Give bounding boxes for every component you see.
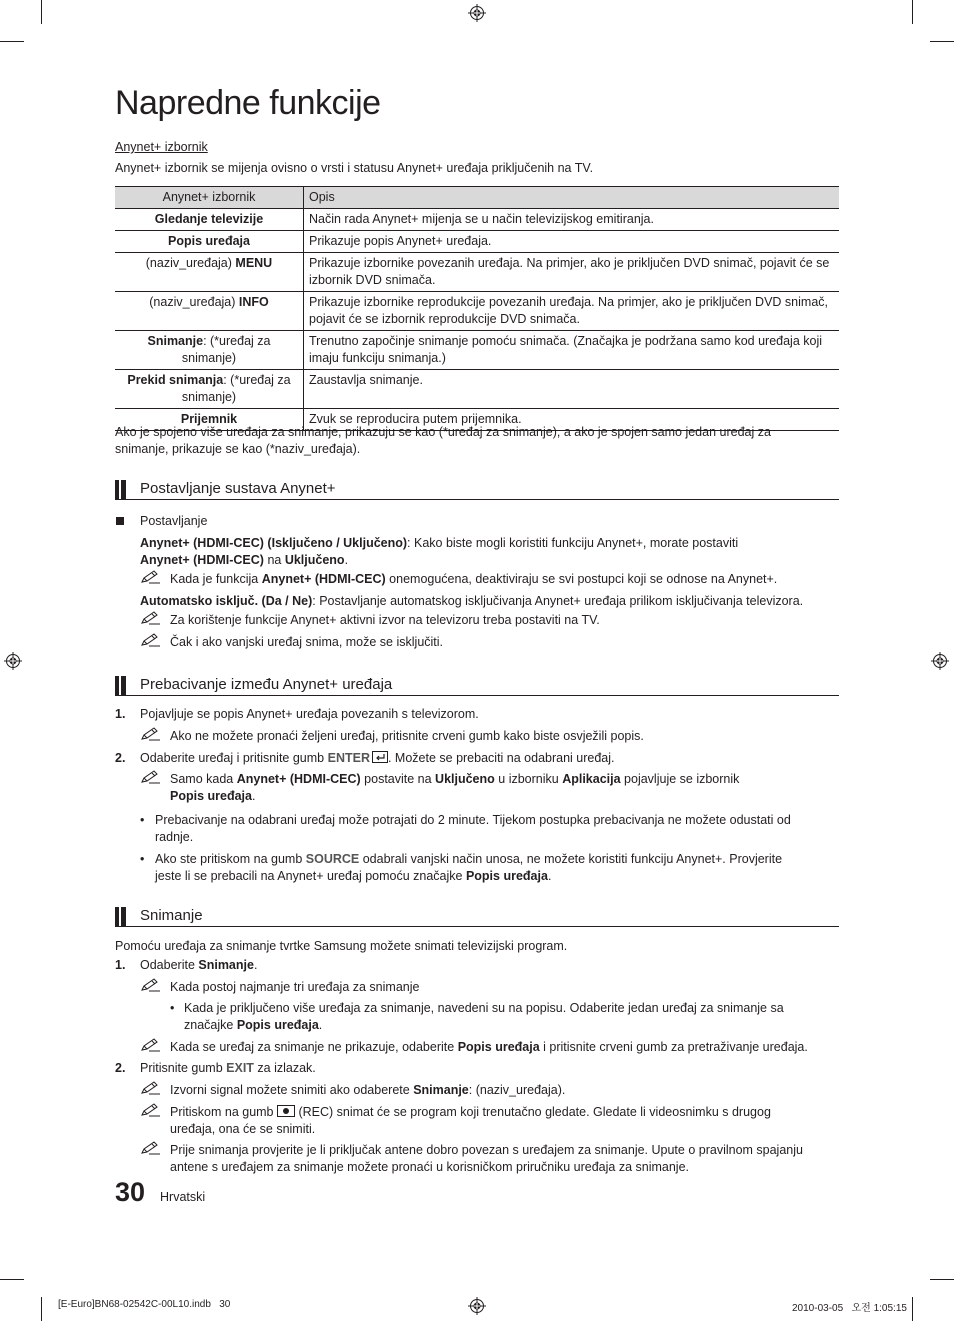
note-pencil-icon <box>140 633 162 647</box>
note-rec-button-l1: Pritiskom na gumb (REC) snimat će se program koji trenutačno gledate. Gledate li videosnimku s drugog <box>170 1105 771 1119</box>
note-three-recorders: Kada postoj najmanje tri uređaja za snimanje <box>170 980 420 994</box>
table-cell-menu: (naziv_uređaja) MENU <box>115 253 304 292</box>
switching-step-1: Pojavljuje se popis Anynet+ uređaja povezanih s televizorom. <box>140 707 479 721</box>
note-pencil-icon <box>140 1103 162 1117</box>
switching-step-2: Odaberite uređaj i pritisnite gumb ENTER . Možete se prebaciti na odabrani uređaj. <box>140 751 615 765</box>
note-recorder-not-shown: Kada se uređaj za snimanje ne prikazuje, odaberite Popis uređaja i pritisnite crveni gumb za pretraživanje uređaja. <box>170 1040 808 1054</box>
step-number: 1. <box>115 958 126 972</box>
table-row <box>115 231 839 253</box>
table-cell-menu: Popis uređaja <box>115 231 304 253</box>
table-cell-menu: Gledanje televizije <box>115 209 304 231</box>
rec-button-icon <box>277 1105 295 1117</box>
note-application-menu-l2: Popis uređaja. <box>170 789 256 803</box>
print-footer-right: 2010-03-05 오전 1:05:15 <box>792 1303 907 1314</box>
table-cell-description: Prikazuje popis Anynet+ uređaja. <box>304 231 840 253</box>
note-rec-button-l2: uređaja, ona će se snimiti. <box>170 1122 316 1136</box>
note-refresh-list: Ako ne možete pronaći željeni uređaj, pritisnite crveni gumb kako biste osvježili popis. <box>170 729 644 743</box>
table-cell-description: Prikazuje izbornike reprodukcije povezanih uređaja. Na primjer, ako je priključen DVD snimač, pojavit će se izbornik reprodukcije DVD snimača. <box>304 292 840 331</box>
crop-mark <box>0 41 24 42</box>
step-number: 2. <box>115 1061 126 1075</box>
recording-step-2: Pritisnite gumb EXIT za izlazak. <box>140 1061 316 1075</box>
table-cell-menu: Prijemnik <box>115 409 304 431</box>
table-row <box>115 292 839 331</box>
switching-bullet-2-l1: Ako ste pritiskom na gumb SOURCE odabrali vanjski način unosa, ne možete koristiti funkciju Anynet+. Provjerite <box>155 852 783 866</box>
table-cell-description: Zaustavlja snimanje. <box>304 370 840 409</box>
note-pencil-icon <box>140 570 162 584</box>
bullet-dot-icon: • <box>140 813 145 827</box>
section-title: Prebacivanje između Anynet+ uređaja <box>140 676 393 693</box>
enter-icon <box>372 751 388 763</box>
page-title: Napredne funkcije <box>115 84 381 122</box>
step-number: 1. <box>115 707 126 721</box>
note-pencil-icon <box>140 727 162 741</box>
recording-step-1: Odaberite Snimanje. <box>140 958 258 972</box>
section-bar-icon <box>115 907 126 926</box>
page-language: Hrvatski <box>160 1190 206 1204</box>
note-pencil-icon <box>140 1038 162 1052</box>
multiple-recorders-note: Ako je spojeno više uređaja za snimanje, prikazuju se kao (*uređaj za snimanje), a ako je spojen samo jedan uređaj za snimanje, prikazuje se kao (*naziv_uređaja). <box>115 425 771 456</box>
table-header-menu: Anynet+ izbornik <box>115 187 304 209</box>
table-row <box>115 331 839 370</box>
crop-mark <box>0 1279 24 1280</box>
table-cell-menu: Prekid snimanja: (*uređaj za snimanje) <box>115 370 304 409</box>
auto-power-off-line: Automatsko isključ. (Da / Ne): Postavljanje automatskog isključivanja Anynet+ uređaja prilikom isključivanja televizora. <box>140 594 804 608</box>
note-pencil-icon <box>140 1141 162 1155</box>
table-cell-menu: Snimanje: (*uređaj za snimanje) <box>115 331 304 370</box>
bullet-dot-icon: • <box>140 852 145 866</box>
crop-mark <box>930 41 954 42</box>
table-cell-menu: (naziv_uređaja) INFO <box>115 292 304 331</box>
hdmi-cec-line-2: Anynet+ (HDMI-CEC) na Uključeno. <box>140 553 349 567</box>
step-number: 2. <box>115 751 126 765</box>
note-pencil-icon <box>140 770 162 784</box>
section-bar-icon <box>115 480 126 499</box>
registration-mark-icon <box>468 1297 486 1315</box>
crop-mark <box>930 1279 954 1280</box>
switching-bullet-1-l2: radnje. <box>155 830 194 844</box>
anynet-menu-table <box>115 186 839 431</box>
note-active-source: Za korištenje funkcije Anynet+ aktivni izvor na televizoru treba postaviti na TV. <box>170 613 600 627</box>
crop-mark <box>41 0 42 24</box>
hdmi-cec-line-1: Anynet+ (HDMI-CEC) (Isključeno / Uključeno): Kako biste mogli koristiti funkciju Anynet+, morate postaviti <box>140 536 739 550</box>
crop-mark <box>912 0 913 24</box>
page-number: 30 <box>115 1177 146 1207</box>
table-row <box>115 370 839 409</box>
note-antenna-l2: antene s uređajem za snimanje možete pronaći u korisničkom priručniku uređaja za snimanje. <box>170 1160 690 1174</box>
switching-bullet-2-l2: jeste li se prebacili na Anynet+ uređaj pomoću značajke Popis uređaja. <box>155 869 552 883</box>
section-bar-icon <box>115 676 126 695</box>
recording-sub-l1: Kada je priključeno više uređaja za snimanje, navedeni su na popisu. Odaberite jedan uređaj za snimanje sa <box>184 1001 784 1015</box>
setup-item-title: Postavljanje <box>140 514 208 528</box>
table-header-row <box>115 187 839 209</box>
table-header-description: Opis <box>304 187 840 209</box>
section-heading-switching <box>115 673 839 696</box>
note-pencil-icon <box>140 978 162 992</box>
registration-mark-icon <box>4 652 22 670</box>
section-heading-setup <box>115 477 839 500</box>
note-hdmi-disabled: Kada je funkcija Anynet+ (HDMI-CEC) onemogućena, deaktiviraju se svi postupci koji se odnose na Anynet+. <box>170 572 778 586</box>
note-pencil-icon <box>140 1081 162 1095</box>
section-heading-recording <box>115 904 839 927</box>
switching-bullet-1-l1: Prebacivanje na odabrani uređaj može potrajati do 2 minute. Tijekom postupka prebacivanja ne možete odustati od <box>155 813 791 827</box>
table-row <box>115 253 839 292</box>
crop-mark <box>41 1297 42 1321</box>
table-row <box>115 209 839 231</box>
note-source-signal: Izvorni signal možete snimiti ako odaberete Snimanje: (naziv_uređaja). <box>170 1083 566 1097</box>
anynet-menu-intro: Anynet+ izbornik se mijenja ovisno o vrsti i statusu Anynet+ uređaja priključenih na TV. <box>115 161 594 175</box>
recording-sub-l2: značajke Popis uređaja. <box>184 1018 323 1032</box>
subheading-anynet-menu: Anynet+ izbornik <box>115 140 208 154</box>
note-application-menu-l1: Samo kada Anynet+ (HDMI-CEC) postavite na Uključeno u izborniku Aplikacija pojavljuje se izbornik <box>170 772 740 786</box>
note-antenna-l1: Prije snimanja provjerite je li priključak antene dobro povezan s uređajem za snimanje. Upute o pravilnom spajanju <box>170 1143 803 1157</box>
note-pencil-icon <box>140 611 162 625</box>
table-cell-description: Zvuk se reproducira putem prijemnika. <box>304 409 840 431</box>
crop-mark <box>912 1297 913 1321</box>
square-bullet-icon <box>116 517 124 525</box>
recording-intro: Pomoću uređaja za snimanje tvrtke Samsung možete snimati televizijski program. <box>115 939 568 953</box>
registration-mark-icon <box>931 652 949 670</box>
table-cell-description: Trenutno započinje snimanje pomoću snimača. (Značajka je podržana samo kod uređaja koji imaju funkciju snimanja.) <box>304 331 840 370</box>
print-footer-left: [E-Euro]BN68-02542C-00L10.indb 30 <box>58 1299 231 1310</box>
registration-mark-icon <box>468 4 486 22</box>
note-device-off: Čak i ako vanjski uređaj snima, može se isključiti. <box>170 635 444 649</box>
table-cell-description: Način rada Anynet+ mijenja se u način televizijskog emitiranja. <box>304 209 840 231</box>
table-cell-description: Prikazuje izbornike povezanih uređaja. Na primjer, ako je priključen DVD snimač, pojavit će se izbornik DVD snimača. <box>304 253 840 292</box>
bullet-dot-icon: • <box>170 1001 175 1015</box>
section-title: Snimanje <box>140 907 203 924</box>
section-title: Postavljanje sustava Anynet+ <box>140 480 336 497</box>
